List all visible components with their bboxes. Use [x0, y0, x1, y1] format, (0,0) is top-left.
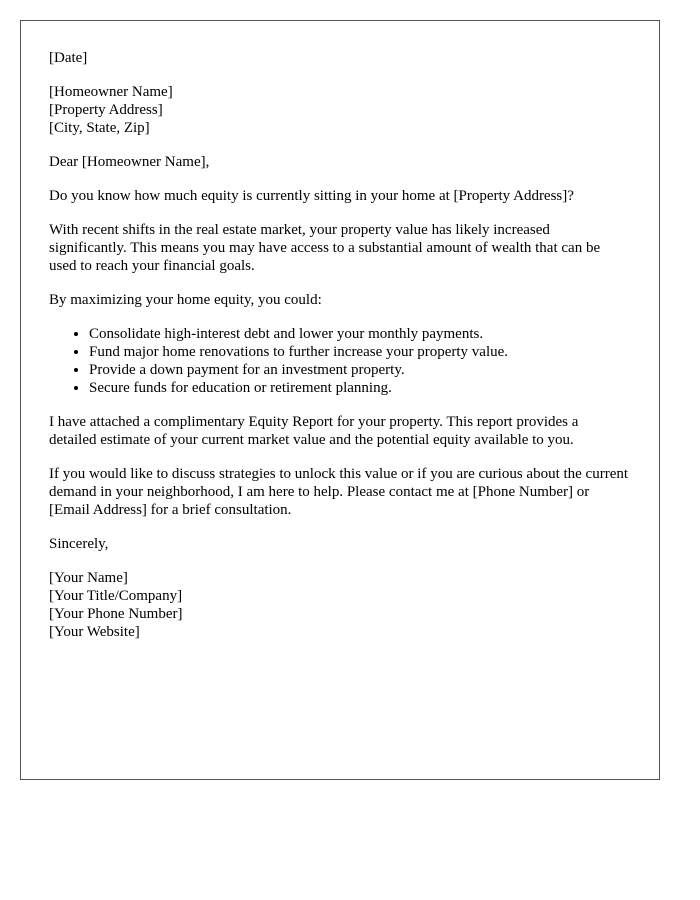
signature-block: [49, 569, 629, 641]
letter-body: [49, 49, 629, 657]
benefits-list: [49, 325, 629, 397]
closing: Sincerely,: [49, 536, 109, 552]
signature-title-company: [Your Title/Company]: [49, 588, 183, 604]
salutation-block: [49, 153, 629, 171]
report-block: [49, 413, 629, 449]
list-item: • Fund major home renovations to further increase your property value.: [89, 343, 629, 361]
list-item: • Secure funds for education or retirement planning.: [89, 379, 629, 397]
recipient-city-state-zip: [City, State, Zip]: [49, 120, 150, 136]
benefits-lead: By maximizing your home equity, you could:: [49, 292, 322, 308]
recipient-name: [Homeowner Name]: [49, 84, 173, 100]
recipient-block: [49, 83, 629, 137]
contact-block: [49, 465, 629, 519]
closing-block: [49, 535, 629, 553]
market-block: [49, 221, 629, 275]
intro-block: [49, 187, 629, 205]
salutation: Dear [Homeowner Name],: [49, 154, 210, 170]
list-item: • Consolidate high-interest debt and lower your monthly payments.: [89, 325, 629, 343]
intro-paragraph: Do you know how much equity is currently sitting in your home at [Property Address]?: [49, 188, 574, 204]
date-block: [49, 49, 629, 67]
benefits-lead-block: [49, 291, 629, 309]
signature-name: [Your Name]: [49, 570, 128, 586]
contact-paragraph: If you would like to discuss strategies to unlock this value or if you are curious about the current demand in your neighborhood, I am here to help. Please contact me at [Phone Number] or [Email Address] for a brief consultation.: [49, 466, 629, 518]
market-paragraph: With recent shifts in the real estate market, your property value has likely increased significantly. This means you may have access to a substantial amount of wealth that can be used to reach your financial goals.: [49, 222, 601, 274]
letter-frame: [20, 20, 660, 780]
report-paragraph: I have attached a complimentary Equity Report for your property. This report provides a detailed estimate of your current market value and the potential equity available to you.: [49, 414, 579, 448]
list-item: • Provide a down payment for an investment property.: [89, 361, 629, 379]
signature-phone: [Your Phone Number]: [49, 606, 183, 622]
recipient-address: [Property Address]: [49, 102, 163, 118]
letter-date: [Date]: [49, 50, 88, 66]
signature-website: [Your Website]: [49, 624, 140, 640]
